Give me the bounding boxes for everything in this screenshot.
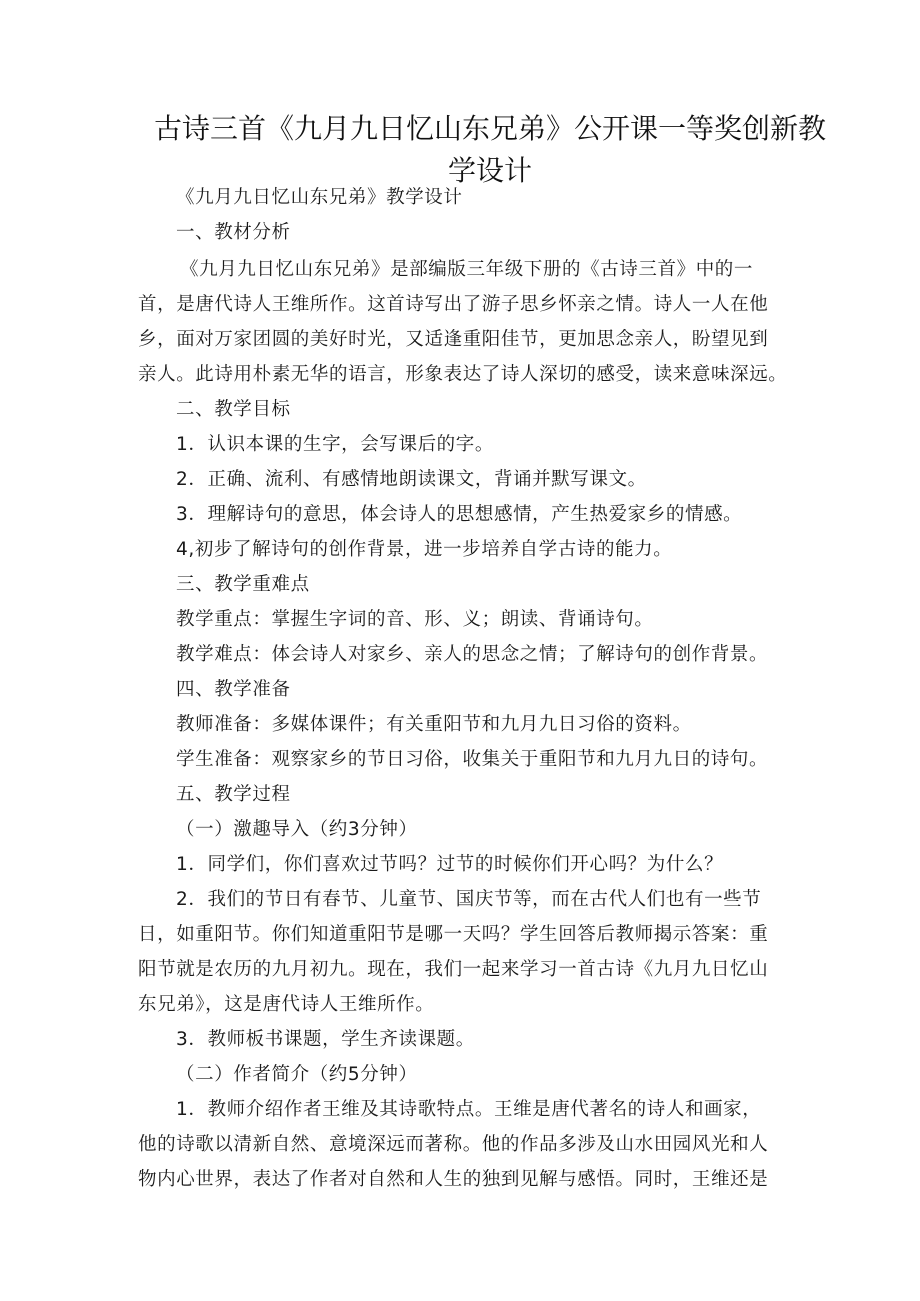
paragraph-line: 《九月九日忆山东兄弟》是部编版三年级下册的《古诗三首》中的一 <box>180 259 754 280</box>
section-heading-3: 三、教学重难点 <box>176 574 310 595</box>
paragraph-line: 他的诗歌以清新自然、意境深远而著称。他的作品多涉及山水田园风光和人 <box>138 1134 769 1155</box>
list-item: 1．认识本课的生字，会写课后的字。 <box>176 434 494 455</box>
section-heading-2: 二、教学目标 <box>176 399 291 420</box>
paragraph-line: 亲人。此诗用朴素无华的语言，形象表达了诗人深切的感受，读来意味深远。 <box>138 364 788 385</box>
paragraph-line: 阳节就是农历的九月初九。现在，我们一起来学习一首古诗《九月九日忆山 <box>138 959 769 980</box>
paragraph-line: 乡，面对万家团圆的美好时光，又适逢重阳佳节，更加思念亲人，盼望见到 <box>138 329 769 350</box>
list-item: 2．正确、流利、有感情地朗读课文，背诵并默写课文。 <box>176 469 647 490</box>
subsection-heading-1: （一）激趣导入（约3分钟） <box>176 819 418 840</box>
document-body <box>138 180 808 1197</box>
paragraph-line: 1．教师介绍作者王维及其诗歌特点。王维是唐代著名的诗人和画家， <box>176 1099 762 1120</box>
student-preparation: 学生准备：观察家乡的节日习俗，收集关于重阳节和九月九日的诗句。 <box>176 749 769 770</box>
paragraph-line: 东兄弟》，这是唐代诗人王维所作。 <box>138 994 435 1015</box>
list-item: 1．同学们，你们喜欢过节吗？过节的时候你们开心吗？为什么？ <box>176 854 724 875</box>
paragraph-line: 首，是唐代诗人王维所作。这首诗写出了游子思乡怀亲之情。诗人一人在他 <box>138 294 769 315</box>
subsection-heading-2: （二）作者简介（约5分钟） <box>176 1064 418 1085</box>
paragraph-line: 物内心世界，表达了作者对自然和人生的独到见解与感悟。同时，王维还是 <box>138 1169 769 1190</box>
title-line-1: 古诗三首《九月九日忆山东兄弟》公开课一等奖创新教 <box>153 112 826 145</box>
section-heading-4: 四、教学准备 <box>176 679 291 700</box>
section-heading-1: 一、教材分析 <box>176 222 291 243</box>
difficult-point: 教学难点：体会诗人对家乡、亲人的思念之情；了解诗句的创作背景。 <box>176 644 769 665</box>
key-point: 教学重点：掌握生字词的音、形、义；朗读、背诵诗句。 <box>176 609 654 630</box>
list-item: 3．教师板书课题，学生齐读课题。 <box>176 1029 475 1050</box>
section-heading-5: 五、教学过程 <box>176 784 291 805</box>
title-line-2: 学设计 <box>447 154 532 187</box>
list-item: 4,初步了解诗句的创作背景，进一步培养自学古诗的能力。 <box>176 539 673 560</box>
list-item: 3．理解诗句的意思，体会诗人的思想感情，产生热爱家乡的情感。 <box>176 504 743 525</box>
subtitle: 《九月九日忆山东兄弟》教学设计 <box>176 187 463 208</box>
paragraph-line: 2．我们的节日有春节、儿童节、国庆节等，而在古代人们也有一些节 <box>176 889 762 910</box>
teacher-preparation: 教师准备：多媒体课件；有关重阳节和九月九日习俗的资料。 <box>176 714 692 735</box>
paragraph-line: 日，如重阳节。你们知道重阳节是哪一天吗？学生回答后教师揭示答案：重 <box>138 924 769 945</box>
